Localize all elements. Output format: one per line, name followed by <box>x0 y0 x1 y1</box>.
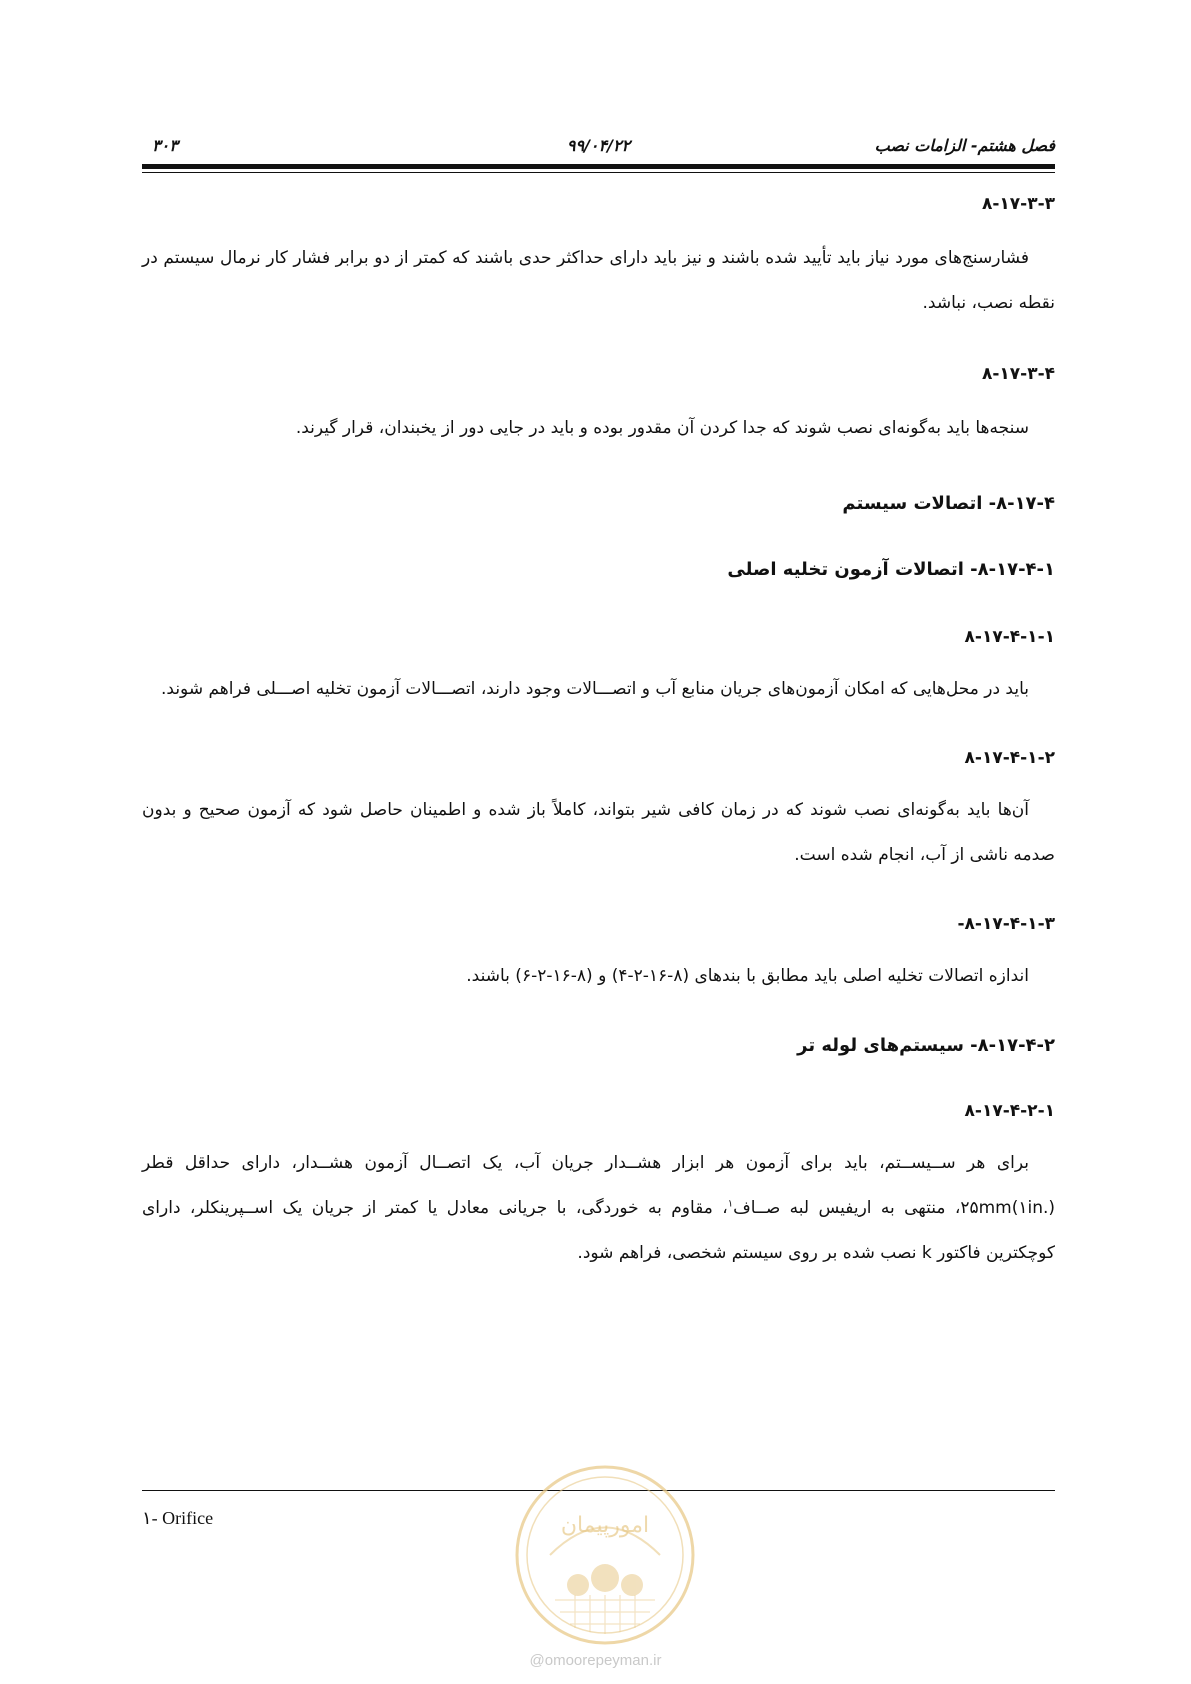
pipe-size-imperial: (۱in.) <box>1011 1198 1056 1218</box>
paragraph: باید در محل‌هایی که امکان آزمون‌های جریان منابع آب و اتصـــالات وجود دارند، اتصـــالات آزمون تخلیه اصـــلی فراهم شوند. <box>161 679 1029 699</box>
watermark-logo <box>510 1460 700 1650</box>
header-date: ۹۹/۰۴/۲۲ <box>566 136 631 155</box>
document-body <box>142 196 1055 1276</box>
header-rule-thin <box>142 172 1055 173</box>
paragraph: آن‌ها باید به‌گونه‌ای نصب شوند که در زمان کافی شیر بتواند، کاملاً باز شده و اطمینان حاصل شود که آزمون صحیح و بدون صدمه ناشی از آب، انجام شده است. <box>142 800 1055 865</box>
section-number: ۸-۱۷-۴-۱-۲ <box>964 748 1055 768</box>
footnote: ۱- Orifice <box>142 1508 214 1528</box>
page-number: ۳۰۳ <box>152 136 178 155</box>
paragraph-text: ، مقاوم به خوردگی، با جریانی معادل یا کمتر از جریان یک اســپرینکلر، دارای کوچکترین فاکتور <box>142 1198 1055 1263</box>
paragraph-text: برای هر ســیســتم، باید برای آزمون هر ابزار هشــدار جریان آب، یک اتصــال آزمون هشــدار، دارای حداقل قطر <box>142 1153 1029 1173</box>
section-heading: ۸-۱۷-۴-۱- اتصالات آزمون تخلیه اصلی <box>727 559 1055 580</box>
section-number: ۸-۱۷-۴-۱-۱ <box>964 627 1055 647</box>
paragraph: سنجه‌ها باید به‌گونه‌ای نصب شوند که جدا کردن آن مقدور بوده و باید در جایی دور از یخبندان، قرار گیرند. <box>295 418 1029 438</box>
section-number: ۸-۱۷-۳-۴ <box>981 364 1055 384</box>
paragraph-text: ، منتهی به اریفیس لبه صــاف <box>733 1198 961 1218</box>
watermark-logo-text: امورپیمان <box>560 1513 650 1538</box>
section-number: ۸-۱۷-۴-۱-۳- <box>957 914 1055 934</box>
pipe-size-metric: ۲۵mm <box>960 1198 1012 1218</box>
section-number: ۸-۱۷-۴-۲-۱ <box>964 1101 1055 1121</box>
paragraph <box>142 1141 1055 1276</box>
section-heading: ۸-۱۷-۴-۲- سیستم‌های لوله تر <box>797 1035 1055 1056</box>
k-factor-symbol: k <box>921 1243 932 1263</box>
header-rule-thick <box>142 164 1055 169</box>
paragraph-text: نصب شده بر روی سیستم شخصی، فراهم شود. <box>577 1243 922 1263</box>
page-header <box>142 128 1055 158</box>
chapter-title: فصل هشتم- الزامات نصب <box>874 136 1055 155</box>
paragraph: اندازه اتصالات تخلیه اصلی باید مطابق با بندهای (۸-۱۶-۲-۴) و (۸-۱۶-۲-۶) باشند. <box>466 966 1029 986</box>
section-number: ۸-۱۷-۳-۳ <box>981 194 1055 214</box>
watermark-site: @omoorepeyman.ir <box>529 1652 662 1669</box>
footnote-reference[interactable]: ۱ <box>727 1198 734 1210</box>
section-heading: ۸-۱۷-۴- اتصالات سیستم <box>842 493 1055 514</box>
paragraph: فشارسنج‌های مورد نیاز باید تأیید شده باشند و نیز باید دارای حداکثر حدی باشند که کمتر از دو برابر فشار کار نرمال سیستم در نقطه نصب، نباشد. <box>142 248 1055 313</box>
